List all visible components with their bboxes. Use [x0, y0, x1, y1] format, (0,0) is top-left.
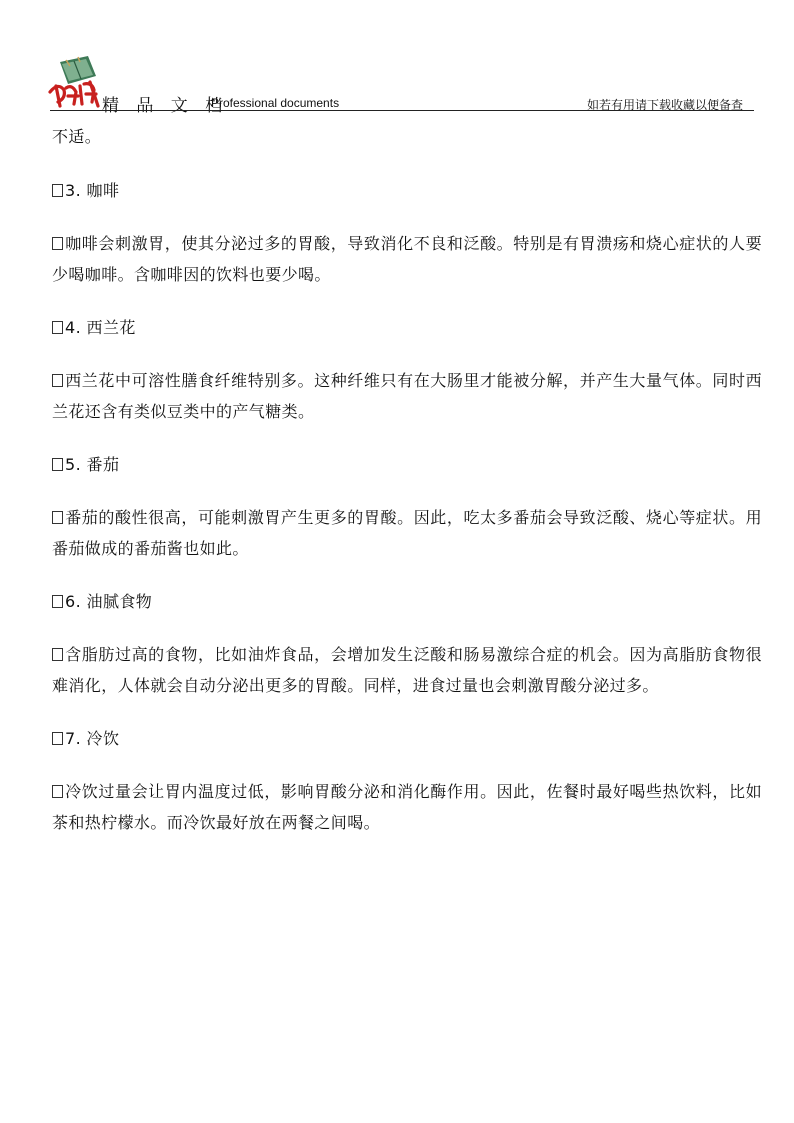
section-heading — [52, 723, 762, 754]
section-heading — [52, 586, 762, 617]
paragraph-text: 含脂肪过高的食物，比如油炸食品，会增加发生泛酸和肠易激综合症的机会。因为高脂肪食物很难消化，人体就会自动分泌出更多的胃酸。同样，进食过量也会刺激胃酸分泌过多。 — [52, 645, 762, 695]
paragraph-text: 不适。 — [52, 127, 102, 146]
checkbox-glyph-icon — [52, 648, 63, 661]
checkbox-glyph-icon — [52, 785, 63, 798]
checkbox-glyph-icon — [52, 511, 63, 524]
paragraph-text: 冷饮过量会让胃内温度过低，影响胃酸分泌和消化酶作用。因此，佐餐时最好喝些热饮料，比如茶和热柠檬水。而冷饮最好放在两餐之间喝。 — [52, 782, 762, 832]
brand-title: 精 品 文 档 — [102, 96, 229, 116]
section-heading — [52, 175, 762, 206]
paragraph — [52, 502, 762, 564]
checkbox-glyph-icon — [52, 458, 63, 471]
paragraph-text: 西兰花中可溶性膳食纤维特别多。这种纤维只有在大肠里才能被分解，并产生大量气体。同时西兰花还含有类似豆类中的产气糖类。 — [52, 371, 762, 421]
heading-text: 5. 番茄 — [65, 455, 120, 474]
brand-subtitle: Professional documents — [211, 96, 340, 110]
paragraph — [52, 365, 762, 427]
heading-text: 3. 咖啡 — [65, 181, 120, 200]
section-heading — [52, 312, 762, 343]
page-header — [0, 0, 794, 116]
section-heading — [52, 449, 762, 480]
paragraph — [52, 639, 762, 701]
paragraph-text: 咖啡会刺激胃，使其分泌过多的胃酸，导致消化不良和泛酸。特别是有胃溃疡和烧心症状的人要少喝咖啡。含咖啡因的饮料也要少喝。 — [52, 234, 762, 284]
checkbox-glyph-icon — [52, 237, 63, 250]
checkbox-glyph-icon — [52, 374, 63, 387]
paragraph-text: 番茄的酸性很高，可能刺激胃产生更多的胃酸。因此，吃太多番茄会导致泛酸、烧心等症状。用番茄做成的番茄酱也如此。 — [52, 508, 762, 558]
header-divider — [50, 110, 754, 111]
book-logo-icon — [46, 52, 104, 108]
heading-text: 4. 西兰花 — [65, 318, 136, 337]
checkbox-glyph-icon — [52, 595, 63, 608]
paragraph — [52, 121, 762, 152]
checkbox-glyph-icon — [52, 184, 63, 197]
document-body — [52, 121, 762, 860]
header-note: 如若有用请下载收藏以便备查 — [586, 98, 743, 112]
checkbox-glyph-icon — [52, 732, 63, 745]
paragraph — [52, 228, 762, 290]
heading-text: 7. 冷饮 — [65, 729, 120, 748]
paragraph — [52, 776, 762, 838]
checkbox-glyph-icon — [52, 321, 63, 334]
heading-text: 6. 油腻食物 — [65, 592, 153, 611]
